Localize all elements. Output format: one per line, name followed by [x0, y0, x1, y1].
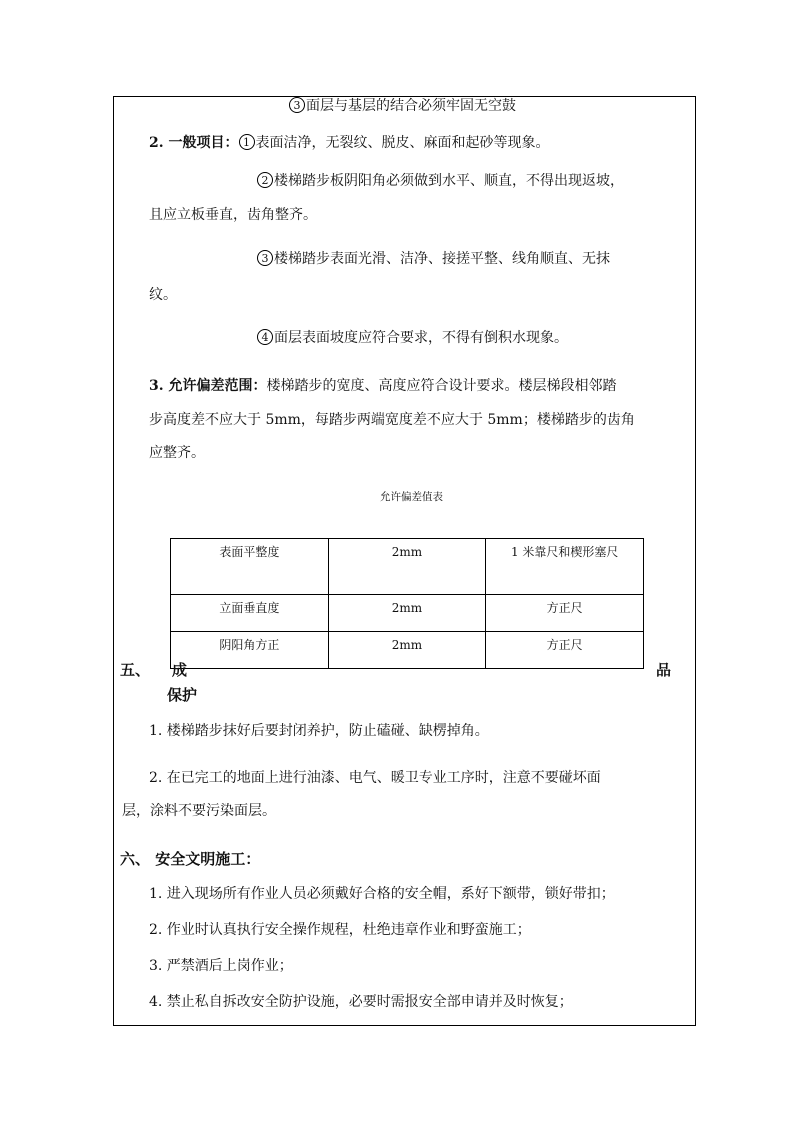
section-6-item-2: 2. 作业时认真执行安全操作规程，杜绝违章作业和野蛮施工； — [149, 922, 531, 938]
allowable-deviation-line-2: 步高度差不应大于 5mm，每踏步两端宽度差不应大于 5mm；楼梯踏步的齿角 — [149, 412, 635, 428]
table-cell: 方正尺 — [486, 595, 644, 632]
table-cell: 2mm — [328, 595, 486, 632]
requirement-text: 面层与基层的结合必须牢固无空鼓 — [306, 98, 516, 114]
section-5-word-1: 成 — [172, 661, 188, 679]
requirement-line-3 — [289, 96, 516, 116]
section-6-heading: 六、 安全文明施工： — [120, 850, 261, 868]
general-item-4 — [257, 328, 568, 348]
allowable-deviation-heading: 3. 允许偏差范围： — [149, 378, 267, 394]
allowable-deviation-text: 楼梯踏步的宽度、高度应符合设计要求。楼层梯段相邻踏 — [266, 378, 617, 394]
section-5-word-2: 品 — [656, 661, 672, 679]
table-cell: 阴阳角方正 — [171, 632, 329, 669]
allowable-deviation-line-1 — [149, 376, 617, 396]
general-item-3-line-2: 纹。 — [149, 287, 177, 303]
section-6-item-3: 3. 严禁酒后上岗作业； — [149, 958, 293, 974]
table-row — [171, 539, 644, 595]
table-cell: 表面平整度 — [171, 539, 329, 595]
table-cell: 立面垂直度 — [171, 595, 329, 632]
table-title: 允许偏差值表 — [380, 491, 443, 503]
circled-number: 4 — [257, 329, 273, 345]
table-row — [171, 595, 644, 632]
section-5-item-2-line-2: 层，涂料不要污染面层。 — [122, 803, 276, 819]
general-item-2-line-1 — [257, 171, 624, 191]
general-item-2-line-2: 且应立板垂直，齿角整齐。 — [149, 207, 317, 223]
circled-number: 3 — [289, 97, 305, 113]
section-6-item-4: 4. 禁止私自拆改安全防护设施，必要时需报安全部申请并及时恢复； — [149, 994, 573, 1010]
table-row — [171, 632, 644, 669]
circled-number: 1 — [239, 134, 255, 150]
section-6-item-1: 1. 进入现场所有作业人员必须戴好合格的安全帽，系好下额带，锁好带扣； — [149, 886, 615, 902]
section-5-word-3: 保护 — [167, 686, 198, 704]
general-item-4-text: 面层表面坡度应符合要求，不得有倒积水现象。 — [274, 330, 568, 346]
general-item-3-text: 楼梯踏步表面光滑、洁净、接搓平整、线角顺直、无抹 — [274, 251, 610, 267]
table-cell: 2mm — [328, 539, 486, 595]
general-items-block — [149, 133, 550, 153]
table-cell: 2mm — [328, 632, 486, 669]
deviation-table — [170, 538, 644, 669]
general-items-heading: 2. 一般项目： — [149, 135, 239, 151]
section-5-item-1: 1. 楼梯踏步抹好后要封闭养护，防止磕碰、缺楞掉角。 — [149, 723, 489, 739]
table-cell: 1 米靠尺和楔形塞尺 — [486, 539, 644, 595]
section-5-item-2-line-1: 2. 在已完工的地面上进行油漆、电气、暖卫专业工序时，注意不要碰坏面 — [149, 770, 601, 786]
general-item-1-text: 表面洁净，无裂纹、脱皮、麻面和起砂等现象。 — [255, 135, 550, 151]
circled-number: 3 — [257, 250, 273, 266]
section-5-number: 五、 — [120, 661, 151, 679]
general-item-3-line-1 — [257, 249, 610, 269]
general-item-2-text: 楼梯踏步板阴阳角必须做到水平、顺直，不得出现返坡， — [274, 173, 624, 189]
circled-number: 2 — [257, 172, 273, 188]
table-cell: 方正尺 — [486, 632, 644, 669]
allowable-deviation-line-3: 应整齐。 — [149, 445, 205, 461]
